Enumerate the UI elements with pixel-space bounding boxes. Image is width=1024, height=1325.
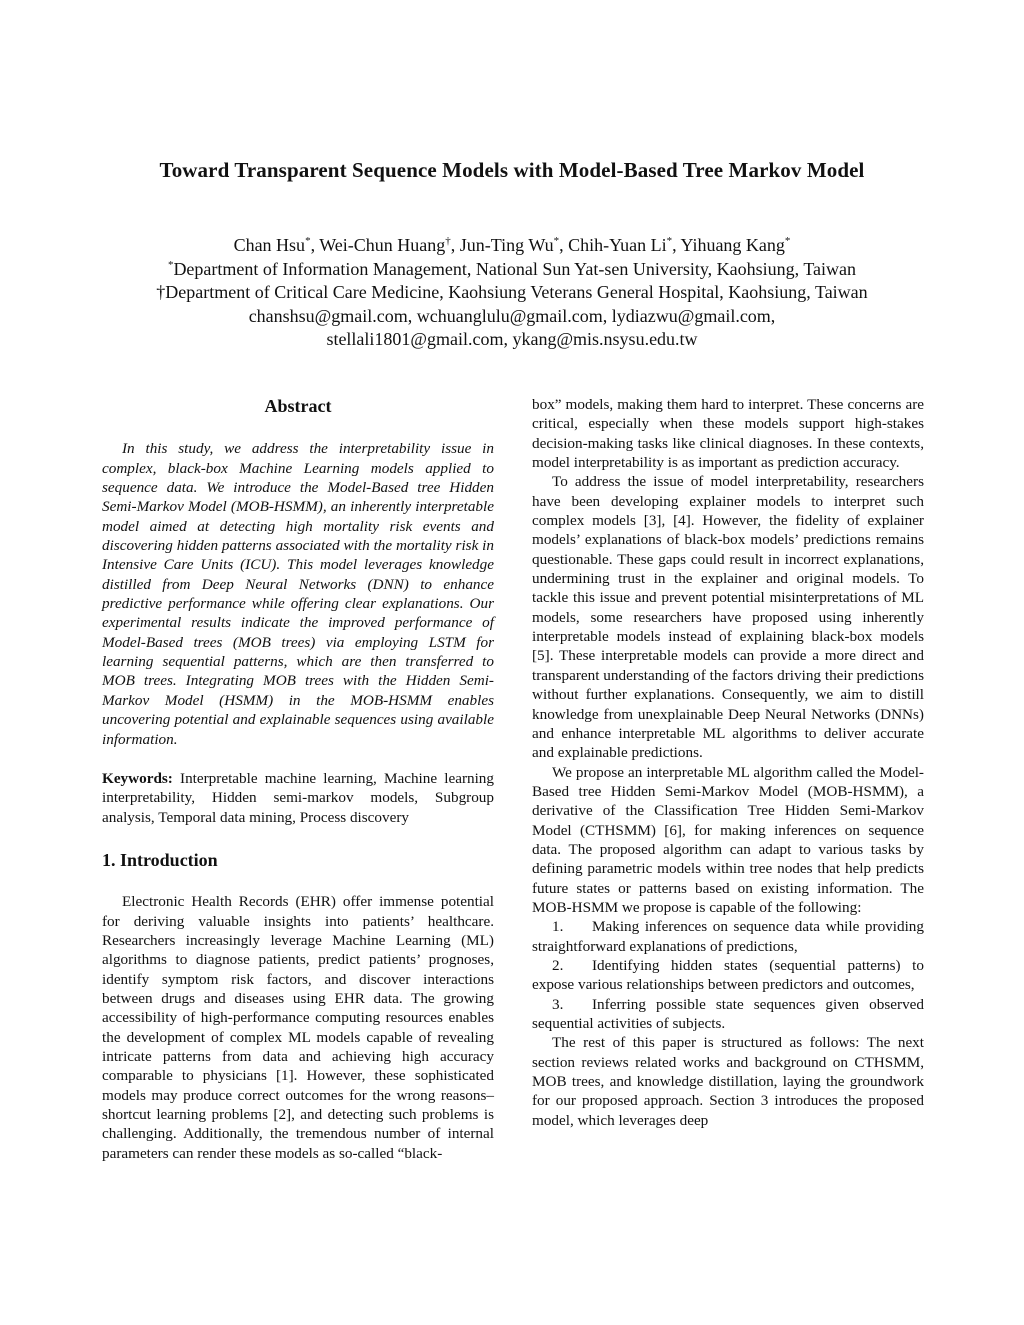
abstract-heading: Abstract — [264, 396, 332, 416]
affiliation-1: *Department of Information Management, National Sun Yat-sen University, Kaohsiung, Taiwan — [167, 258, 857, 279]
list-item: 1. Making inferences on sequence data while providing straightforward explanations of predictions, — [532, 918, 924, 955]
author-name: Yihuang Kang — [680, 235, 785, 255]
keywords-text: Interpretable machine learning, Machine learning interpretability, Hidden semi-markov models, Subgroup analysis, Temporal data mining, Process discovery — [102, 769, 494, 826]
affiliation-mark: * — [305, 235, 311, 247]
intro-paragraph-1-continued: box” models, making them hard to interpret. These concerns are critical, especially when these models support high-stakes decision-making tasks like clinical diagnoses. In these contexts, model interpretability is as important as prediction accuracy. — [532, 396, 924, 472]
list-item: 2. Identifying hidden states (sequential patterns) to expose various relationships between predictors and outcomes, — [532, 956, 924, 994]
affiliation-mark: * — [784, 235, 791, 247]
intro-paragraph-1: Electronic Health Records (EHR) offer immense potential for deriving valuable insights into patients’ healthcare. Researchers increasingly leverage Machine Learning (ML) algorithms to diagnose patients, predict patients’ prognoses, identify symptom risk factors, and discover interactions between drugs and diseases using EHR data. The growing accessibility of high-performance computing resources enables the development of complex ML models capable of revealing intricate patterns from data and achieving high accuracy comparable to physicians [1]. However, these sophisticated models may produce correct outcomes for the wrong reasons–shortcut learning problems [2], and detecting such problems is challenging. Additionally, the tremendous number of internal parameters can render these models as so-called “black- — [102, 893, 494, 1162]
paper-title: Toward Transparent Sequence Models with Model-Based Tree Markov Model — [159, 158, 865, 182]
author-name: Wei-Chun Huang — [319, 235, 446, 255]
author-name: Chih-Yuan Li — [568, 235, 667, 255]
affiliation-mark: * — [553, 235, 560, 247]
author-name: Chan Hsu — [233, 235, 306, 255]
author-name: Jun-Ting Wu — [459, 235, 554, 255]
author-names: Chan Hsu*, Wei-Chun Huang†, Jun-Ting Wu*, Chih-Yuan Li*, Yihuang Kang* — [233, 235, 791, 255]
keywords-label: Keywords: — [102, 769, 173, 787]
list-number: 1. — [552, 918, 564, 936]
affiliation-2: †Department of Critical Care Medicine, Kaohsiung Veterans General Hospital, Kaohsiung, Taiwan — [156, 282, 868, 302]
intro-paragraph-2: To address the issue of model interpretability, researchers have been developing explainer models to interpret such complex models [3], [4]. However, the fidelity of explainer models’ explanations of black-box models’ predictions remains questionable. These gaps could result in incorrect explanations, undermining trust in the explainer and original models. To tackle this issue and prevent potential misinterpretations of ML models, some researchers have proposed using inherently interpretable models instead of explaining black-box models [5]. These interpretable models can provide a more direct and transparent understanding of the factors driving their predictions without further explanations. Consequently, we aim to distill knowledge from unexplainable Deep Neural Networks (DNNs) and enhance interpretable ML algorithms to deliver accurate and explainable predictions. — [532, 473, 924, 762]
intro-paragraph-3: We propose an interpretable ML algorithm called the Model-Based tree Hidden Semi-Markov Model (MOB-HSMM), a derivative of the Classification Tree Hidden Semi-Markov Model (CTHSMM) [6], for making inferences on sequence data. The proposed algorithm can adapt to various tasks by defining parametric models within tree nodes that help predicts future states or patterns based on existing information. The MOB-HSMM we propose is capable of the following: — [532, 763, 924, 916]
list-item: 3. Inferring possible state sequences given observed sequential activities of subjects. — [532, 995, 924, 1032]
list-number: 3. — [552, 995, 564, 1013]
section-heading-introduction: 1. Introduction — [102, 849, 218, 870]
list-number: 2. — [552, 956, 564, 974]
affiliation-mark: † — [445, 235, 451, 247]
abstract-text: In this study, we address the interpretability issue in complex, black-box Machine Learning models applied to sequence data. We introduce the Model-Based tree Hidden Semi-Markov Model (MOB-HSMM), an inherently interpretable model aimed at detecting high mortality risk events and discovering hidden patterns associated with the mortality risk in Intensive Care Units (ICU). This model leverages knowledge distilled from Deep Neural Networks (DNN) to enhance predictive performance while offering clear explanations. Our experimental results indicate the improved performance of Model-Based trees (MOB trees) via employing LSTM for learning sequential patterns, which are then transferred to MOB trees. Integrating MOB trees with the Hidden Semi-Markov Model (HSMM) in the MOB-HSMM enables uncovering potential and explainable sequences using available information. — [102, 440, 494, 748]
author-block — [0, 234, 1024, 352]
left-column — [102, 395, 494, 1163]
author-emails-line-2: stellali1801@gmail.com, ykang@mis.nsysu.edu.tw — [326, 329, 698, 349]
right-column — [532, 395, 924, 1130]
affiliation-mark: * — [666, 235, 673, 247]
keywords — [102, 769, 494, 827]
intro-paragraph-4: The rest of this paper is structured as follows: The next section reviews related works and background on CTHSMM, MOB trees, and knowledge distillation, laying the groundwork for our proposed approach. Section 3 introduces the proposed model, which leverages deep — [532, 1034, 924, 1129]
author-emails-line-1: chanshsu@gmail.com, wchuanglulu@gmail.com, lydiazwu@gmail.com, — [248, 305, 776, 326]
